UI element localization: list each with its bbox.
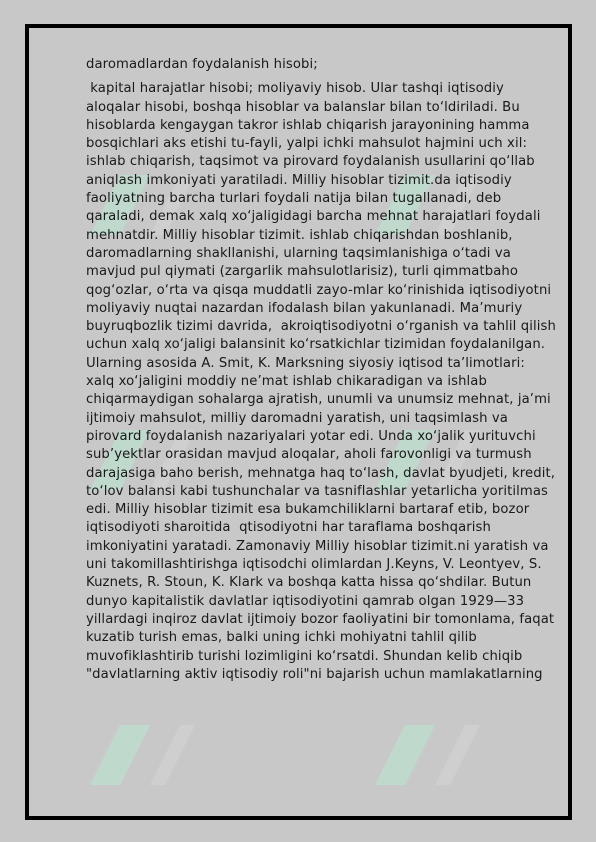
paragraph-main: kapital harajatlar hisobi; moliyaviy hisob. Ular tashqi iqtisodiy aloqalar hisobi, boshqa hisoblar va balanslar bilan to‘ldiriladi. Bu hisoblarda kengaygan takror ishlab chiqarish jarayonining hamma bosqichlari aks etishi tu-fayli, yalpi ichki mahsulot hajmini uch xil: ishlab chiqarish, taqsimot va pirovard foydalanish usullarini qo‘llab aniqlash imkoniyati yaratiladi. Milliy hisoblar tizimit.da iqtisodiy faoliyatning barcha turlari foydali natija bilan tugallanadi, deb qaraladi, demak xalq xo‘jaligidagi barcha mehnat harajatlari foydali mehnatdir. Milliy hisoblar tizimit. ishlab chiqarishdan boshlanib, daromadlarning shakllanishi, ularning taqsimlanishiga o‘tadi va mavjud pul qiymati (zargarlik mahsulotlarisiz), turli qimmatbaho qog‘ozlar, o‘rta va qisqa muddatli zayo-mlar ko‘rinishida iqtisodiyotni moliyaviy nuqtai nazardan ifodalash bilan yakunlanadi. Ma’muriy buyruqbozlik tizimi davrida, akroiqtisodiyotni o‘rganish va tahlil qilish uchun xalq xo‘jaligi balansinit ko‘rsatkichlar tizimidan foydalanilgan. Ularning asosida A. Smit, K. Marksning siyosiy iqtisod ta’limotlari: xalq xo‘jaligini moddiy ne’mat ishlab chikaradigan va ishlab chiqarmaydigan sohalarga ajratish, unumli va unumsiz mehnat, ja’mi ijtimoiy mahsulot, milliy daromadni yaratish, uni taqsimlash va pirovard foydalanish nazariyalari yotar edi. Unda xo‘jalik yurituvchi sub’yektlar orasidan mavjud aloqalar, aholi farovonligi va turmush darajasiga baho berish, mehnatga haq to‘lash, davlat byudjeti, kredit, to‘lov balansi kabi tushunchalar va tasniflashlar yetarlicha yoritilmas edi. Milliy hisoblar tizimit esa bukamchiliklarni bartaraf etib, bozor iqtisodiyoti sharoitida qtisodiyotni har taraflama boshqarish imkoniyatini yaratadi. Zamonaviy Milliy hisoblar tizimit.ni yaratish va uni takomillashtirishga iqtisodchi olimlardan J.Keyns, V. Leontyev, S. Kuznets, R. Stoun, K. Klark va boshqa katta hissa qo‘shdilar. Butun dunyo kapitalistik davlatlar iqtisodiyotini qamrab olgan 1929—33 yillardagi inqiroz davlat ijtimoiy bozor faoliyatini bir tomonlama, faqat kuzatib turish emas, balki uning ichki mohiyatni tahlil qilib muvofiklashtirib turishi lozimligini ko‘rsatdi. Shundan kelib chiqib "davlatlarning aktiv iqtisodiy roli"ni bajarish uchun mamlakatlarning — [86, 81, 561, 682]
paragraph-intro: daromadlardan foydalanish hisobi; — [86, 57, 318, 72]
pdf-watermark-icon — [365, 715, 485, 805]
document-body — [86, 56, 561, 684]
pdf-watermark-icon — [80, 715, 200, 805]
